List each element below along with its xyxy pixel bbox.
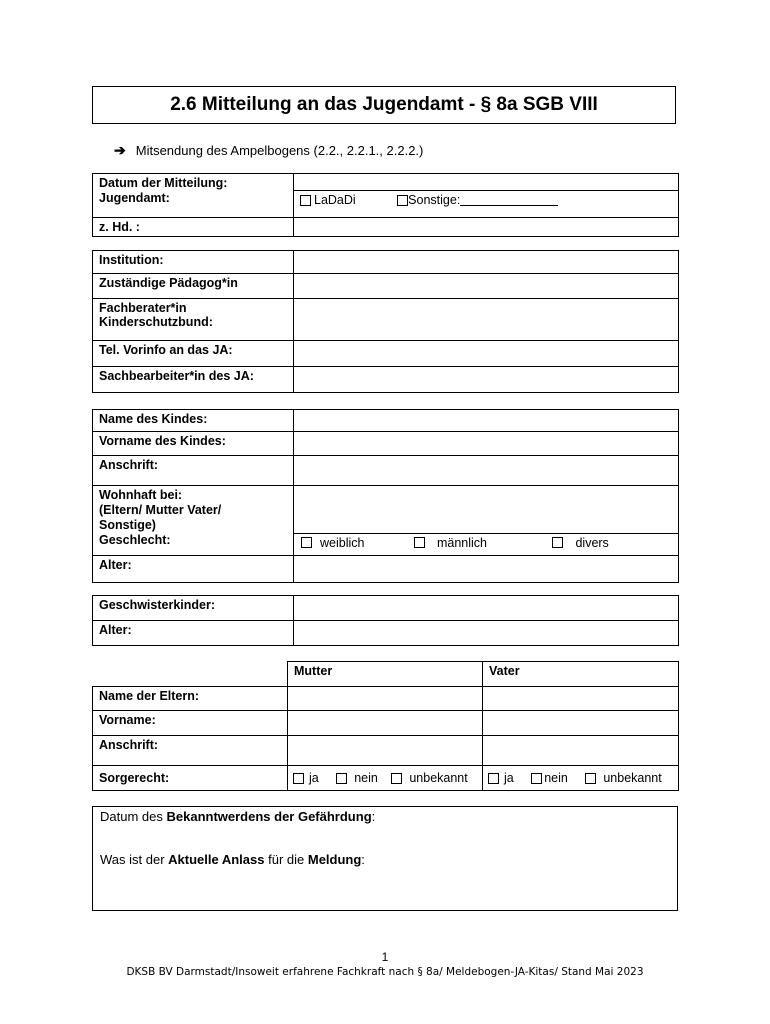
gefaehrdung-box[interactable] [92, 806, 678, 911]
option-vater-ja[interactable] [488, 771, 514, 785]
option-mutter-unbekannt[interactable] [391, 771, 467, 785]
label-alter-geschwister: Alter: [93, 621, 294, 646]
field-sorgerecht-vater [483, 766, 679, 791]
field-alter-kind[interactable] [294, 555, 679, 582]
option-vater-nein-label: nein [544, 771, 568, 785]
anlass-text-2: für die [264, 852, 308, 867]
label-vorname-eltern: Vorname: [93, 711, 288, 736]
anlass-text-1: Was ist der [100, 852, 169, 867]
header-vater: Vater [483, 662, 679, 687]
label-datum-mitteilung: Datum der Mitteilung: [93, 174, 294, 191]
field-fachberater[interactable] [294, 299, 679, 341]
field-institution[interactable] [294, 251, 679, 274]
option-mutter-ja[interactable] [293, 771, 319, 785]
label-geschwister: Geschwisterkinder: [93, 596, 294, 621]
sonstige-underline[interactable] [460, 195, 558, 206]
label-anschrift-eltern: Anschrift: [93, 736, 288, 766]
field-wohnhaft[interactable] [294, 486, 679, 534]
field-sorgerecht-mutter [288, 766, 483, 791]
field-vorname-mutter[interactable] [288, 711, 483, 736]
field-name-kind[interactable] [294, 410, 679, 432]
option-vater-unbekannt[interactable] [585, 771, 661, 785]
field-sachbearbeiter[interactable] [294, 367, 679, 393]
gefaehrdung-datum-colon: : [371, 809, 376, 824]
gefaehrdung-datum-text: Datum des [100, 809, 167, 824]
label-alter-kind: Alter: [93, 555, 294, 582]
label-wohnhaft-line3: Sonstige) [99, 518, 156, 532]
anlass-colon: : [361, 852, 365, 867]
option-vater-nein[interactable] [531, 771, 568, 785]
label-fachberater-line2: Kinderschutzbund: [99, 315, 213, 329]
header-empty [93, 662, 288, 687]
label-geschlecht: Geschlecht: [93, 533, 294, 555]
note-line [114, 142, 423, 159]
arrow-right-icon: ➔ [114, 142, 126, 158]
field-paedagogin[interactable] [294, 274, 679, 299]
field-anschrift-kind[interactable] [294, 456, 679, 486]
label-telvorinfo: Tel. Vorinfo an das JA: [93, 341, 294, 367]
checkbox-mutter-nein[interactable] [336, 773, 347, 784]
option-sonstige[interactable] [397, 193, 558, 207]
page-footer: DKSB BV Darmstadt/Insoweit erfahrene Fachkraft nach § 8a/ Meldebogen-JA-Kitas/ Stand Mai 2023 [126, 966, 644, 978]
label-name-kind: Name des Kindes: [93, 410, 294, 432]
label-sorgerecht: Sorgerecht: [93, 766, 288, 791]
label-anschrift-kind: Anschrift: [93, 456, 294, 486]
checkbox-mutter-unbekannt[interactable] [391, 773, 402, 784]
checkbox-vater-unbekannt[interactable] [585, 773, 596, 784]
checkbox-divers[interactable] [552, 537, 563, 548]
label-wohnhaft-line2: (Eltern/ Mutter Vater/ [99, 503, 222, 517]
option-vater-ja-label: ja [504, 771, 514, 785]
label-wohnhaft-line1: Wohnhaft bei: [99, 488, 183, 502]
checkbox-sonstige[interactable] [397, 195, 408, 206]
gefaehrdung-datum-line [100, 809, 375, 824]
field-vorname-kind[interactable] [294, 432, 679, 456]
option-mutter-nein[interactable] [336, 771, 378, 785]
table-jugendamt [92, 173, 679, 237]
table-geschwister [92, 595, 679, 646]
table-kind [92, 409, 679, 583]
field-anschrift-vater[interactable] [483, 736, 679, 766]
label-wohnhaft [93, 486, 294, 534]
anlass-line [100, 852, 365, 867]
label-fachberater [93, 299, 294, 341]
option-vater-unbekannt-label: unbekannt [603, 771, 662, 785]
anlass-bold-2: Meldung [307, 852, 362, 867]
option-ladadi-label: LaDaDi [314, 193, 356, 207]
field-datum-mitteilung[interactable] [294, 174, 679, 191]
option-mutter-unbekannt-label: unbekannt [409, 771, 468, 785]
checkbox-weiblich[interactable] [301, 537, 312, 548]
field-alter-geschwister[interactable] [294, 621, 679, 646]
option-sonstige-label: Sonstige: [408, 193, 461, 207]
label-sachbearbeiter: Sachbearbeiter*in des JA: [93, 367, 294, 393]
checkbox-vater-nein[interactable] [531, 773, 542, 784]
checkbox-mutter-ja[interactable] [293, 773, 304, 784]
option-weiblich[interactable] [301, 536, 364, 550]
checkbox-maennlich[interactable] [414, 537, 425, 548]
field-geschwister[interactable] [294, 596, 679, 621]
field-geschlecht [294, 533, 679, 555]
label-name-eltern: Name der Eltern: [93, 687, 288, 711]
field-name-mutter[interactable] [288, 687, 483, 711]
label-jugendamt: Jugendamt: [93, 191, 294, 218]
label-vorname-kind: Vorname des Kindes: [93, 432, 294, 456]
checkbox-vater-ja[interactable] [488, 773, 499, 784]
table-institution [92, 250, 679, 393]
label-paedagogin: Zuständige Pädagog*in [93, 274, 294, 299]
checkbox-ladadi[interactable] [300, 195, 311, 206]
option-maennlich[interactable] [414, 536, 487, 550]
label-institution: Institution: [93, 251, 294, 274]
gefaehrdung-datum-bold: Bekanntwerdens der Gefährdung [166, 809, 372, 824]
field-name-vater[interactable] [483, 687, 679, 711]
option-divers[interactable] [552, 536, 608, 550]
field-zhd[interactable] [294, 218, 679, 237]
page-number: 1 [381, 950, 389, 964]
option-mutter-ja-label: ja [309, 771, 319, 785]
label-zhd: z. Hd. : [93, 218, 294, 237]
option-mutter-nein-label: nein [354, 771, 378, 785]
page-title: 2.6 Mitteilung an das Jugendamt - § 8a SGB VIII [92, 86, 676, 124]
option-divers-label: divers [575, 535, 609, 550]
field-telvorinfo[interactable] [294, 341, 679, 367]
field-anschrift-mutter[interactable] [288, 736, 483, 766]
header-mutter: Mutter [288, 662, 483, 687]
field-jugendamt [294, 191, 679, 218]
table-eltern [92, 661, 679, 791]
option-maennlich-label: männlich [436, 535, 487, 550]
anlass-bold-1: Aktuelle Anlass [168, 852, 265, 867]
field-vorname-vater[interactable] [483, 711, 679, 736]
option-weiblich-label: weiblich [320, 535, 365, 550]
option-ladadi[interactable] [300, 193, 356, 207]
label-fachberater-line1: Fachberater*in [99, 301, 187, 315]
note-text: Mitsendung des Ampelbogens (2.2., 2.2.1., 2.2.2.) [135, 143, 424, 158]
